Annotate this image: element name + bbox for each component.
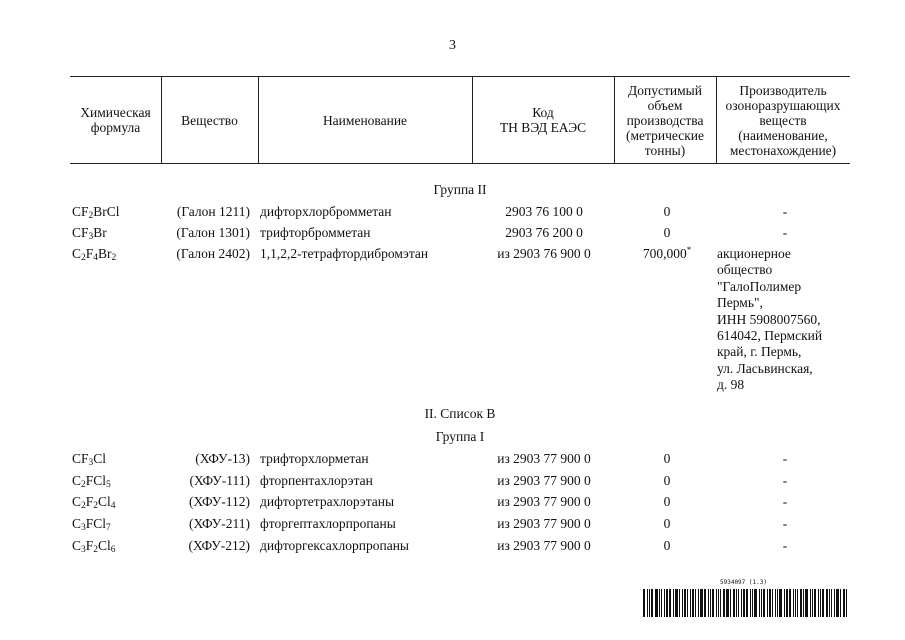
barcode-bar xyxy=(750,589,751,617)
substance-name: фторгептахлорпропаны xyxy=(260,516,396,532)
table-row xyxy=(70,516,850,536)
barcode-bar xyxy=(704,589,706,617)
barcode-bar xyxy=(822,589,824,617)
substance-code: (Галон 1211) xyxy=(176,204,250,219)
manufacturer: - xyxy=(782,204,788,219)
group-title: Группа I xyxy=(435,429,485,444)
barcode-bar xyxy=(736,589,737,617)
header-formula: Химическая формула xyxy=(80,105,151,135)
barcode-bar xyxy=(829,589,830,617)
barcode-bar xyxy=(712,589,714,617)
tnved-code: из 2903 77 900 0 xyxy=(497,451,591,466)
header-manufacturer: Производитель озоноразрушающих веществ (наименование, местонахождение) xyxy=(725,82,841,158)
substance-name: дифторхлорбромметан xyxy=(260,204,392,219)
barcode-bar xyxy=(643,589,645,617)
substance-code: (ХФУ-212) xyxy=(188,537,250,553)
barcode-bar xyxy=(647,589,648,617)
barcode-bar xyxy=(836,589,839,617)
footnote-mark: * xyxy=(686,245,692,255)
barcode-bar xyxy=(784,589,785,617)
substance-code: (ХФУ-112) xyxy=(189,494,250,510)
manufacturer: - xyxy=(782,494,788,510)
barcode-bar xyxy=(710,589,711,617)
tnved-code: из 2903 76 900 0 xyxy=(497,246,591,261)
tnved-code: из 2903 77 900 0 xyxy=(497,494,591,510)
barcode-bar xyxy=(690,589,691,617)
barcode-bar xyxy=(664,589,665,617)
substance-code: (ХФУ-111) xyxy=(189,472,250,488)
barcode-bar xyxy=(812,589,813,617)
barcode xyxy=(643,589,851,617)
barcode-bar xyxy=(759,589,760,617)
barcode-bar xyxy=(818,589,819,617)
production-volume: 0 xyxy=(663,537,671,553)
barcode-bar xyxy=(846,589,847,617)
tnved-code: из 2903 77 900 0 xyxy=(497,516,591,532)
barcode-bar xyxy=(730,589,731,617)
barcode-bar xyxy=(761,589,762,617)
barcode-bar xyxy=(805,589,808,617)
barcode-bar xyxy=(777,589,778,617)
manufacturer: - xyxy=(782,537,788,553)
chemical-formula: $C_3FCl_7$ xyxy=(72,516,111,534)
substance-name: дифтортетрахлорэтаны xyxy=(260,494,395,510)
chemical-formula: $CF_3Br$ xyxy=(72,225,107,242)
production-volume: 0 xyxy=(663,204,671,219)
chemical-formula: $C_3F_2Cl_6$ xyxy=(72,537,116,555)
barcode-bar xyxy=(775,589,776,617)
barcode-bar xyxy=(682,589,683,617)
barcode-bar xyxy=(763,589,765,617)
barcode-bar xyxy=(673,589,674,617)
barcode-bar xyxy=(738,589,739,617)
barcode-bar xyxy=(687,589,688,617)
manufacturer: - xyxy=(782,451,788,466)
barcode-bar xyxy=(684,589,686,617)
barcode-bar xyxy=(754,589,757,617)
production-volume: 0 xyxy=(663,516,671,532)
barcode-bar xyxy=(692,589,694,617)
barcode-bar xyxy=(797,589,798,617)
substance-code: (ХФУ-211) xyxy=(189,516,250,532)
barcode-bar xyxy=(743,589,745,617)
production-volume: 0 xyxy=(663,225,671,240)
list-title: II. Список B xyxy=(424,406,496,421)
chemical-formula: $C_2F_2Cl_4$ xyxy=(72,494,116,512)
barcode-label: 5934097 (1.3) xyxy=(720,579,767,586)
barcode-bar xyxy=(695,589,696,617)
barcode-bar xyxy=(831,589,832,617)
barcode-bar xyxy=(741,589,742,617)
barcode-bar xyxy=(820,589,821,617)
chemical-formula: $CF_2BrCl$ xyxy=(72,204,120,221)
barcode-bar xyxy=(698,589,699,617)
production-volume: 0 xyxy=(663,472,671,488)
barcode-bar xyxy=(675,589,678,617)
production-volume: 0 xyxy=(663,451,671,466)
manufacturer: - xyxy=(782,516,788,532)
tnved-code: 2903 76 200 0 xyxy=(505,225,583,240)
page-number: 3 xyxy=(449,38,456,53)
barcode-bar xyxy=(700,589,703,617)
barcode-bar xyxy=(746,589,748,617)
barcode-bar xyxy=(843,589,845,617)
barcode-bar xyxy=(679,589,680,617)
substance-name: 1,1,2,2-тетрафтордибромэтан xyxy=(260,246,429,261)
barcode-bar xyxy=(661,589,662,617)
barcode-bar xyxy=(786,589,788,617)
barcode-bar xyxy=(789,589,791,617)
barcode-bar xyxy=(659,589,660,617)
barcode-bar xyxy=(752,589,753,617)
chemical-formula: $C_2FCl_5$ xyxy=(72,472,111,490)
production-volume: 700,000* xyxy=(642,245,692,261)
table-row xyxy=(70,473,850,493)
substance-name: фторпентахлорэтан xyxy=(260,472,373,488)
substance-name: трифторхлорметан xyxy=(260,451,369,466)
barcode-bar xyxy=(723,589,725,617)
chemical-formula: $C_2F_4Br_2$ xyxy=(72,246,117,263)
header-substance: Вещество xyxy=(181,112,238,128)
barcode-bar xyxy=(769,589,771,617)
barcode-bar xyxy=(810,589,811,617)
group-title: Группа II xyxy=(433,182,487,197)
header-bottom-rule xyxy=(70,163,850,164)
substance-name: дифторгексахлорпропаны xyxy=(260,537,410,553)
manufacturer-address: акционерное общество "ГалоПолимер Пермь", ИНН 5908007560, 614042, Пермский край, г. Пермь, ул. Ласьвинская, д. 98 xyxy=(717,246,823,393)
production-volume: 0 xyxy=(663,494,671,510)
barcode-bar xyxy=(814,589,816,617)
table-row xyxy=(70,204,850,224)
substance-code: (Галон 1301) xyxy=(176,225,250,240)
header-volume: Допустимый объем производства (метрические тонны) xyxy=(626,82,704,158)
barcode-bar xyxy=(795,589,796,617)
barcode-bar xyxy=(718,589,719,617)
substance-code: (Галон 2402) xyxy=(176,246,250,261)
substance-code: (ХФУ-13) xyxy=(195,451,250,466)
barcode-bar xyxy=(733,589,735,617)
barcode-bar xyxy=(651,589,653,617)
barcode-bar xyxy=(720,589,721,617)
table-row xyxy=(70,451,850,471)
barcode-bar xyxy=(666,589,668,617)
barcode-bar xyxy=(649,589,650,617)
barcode-bar xyxy=(669,589,671,617)
barcode-bar xyxy=(655,589,658,617)
tnved-code: 2903 76 100 0 xyxy=(505,204,583,219)
substance-name: трифторбромметан xyxy=(260,225,371,240)
barcode-bar xyxy=(708,589,709,617)
barcode-bar xyxy=(726,589,729,617)
barcode-bar xyxy=(834,589,835,617)
tnved-code: из 2903 77 900 0 xyxy=(497,537,591,553)
barcode-bar xyxy=(800,589,802,617)
barcode-bar xyxy=(772,589,773,617)
manufacturer: - xyxy=(782,225,788,240)
table-row xyxy=(70,538,850,558)
barcode-bar xyxy=(716,589,717,617)
header-code: Код ТН ВЭД ЕАЭС xyxy=(499,105,587,135)
chemical-formula: $CF_3Cl$ xyxy=(72,451,107,468)
barcode-bar xyxy=(767,589,768,617)
barcode-bar xyxy=(793,589,794,617)
barcode-bar xyxy=(803,589,804,617)
barcode-bar xyxy=(779,589,782,617)
table-row xyxy=(70,494,850,514)
barcode-bar xyxy=(840,589,841,617)
tnved-code: из 2903 77 900 0 xyxy=(497,472,591,488)
table-row xyxy=(70,225,850,245)
barcode-bar xyxy=(826,589,828,617)
header-name: Наименование xyxy=(322,112,408,128)
manufacturer: - xyxy=(782,472,788,488)
